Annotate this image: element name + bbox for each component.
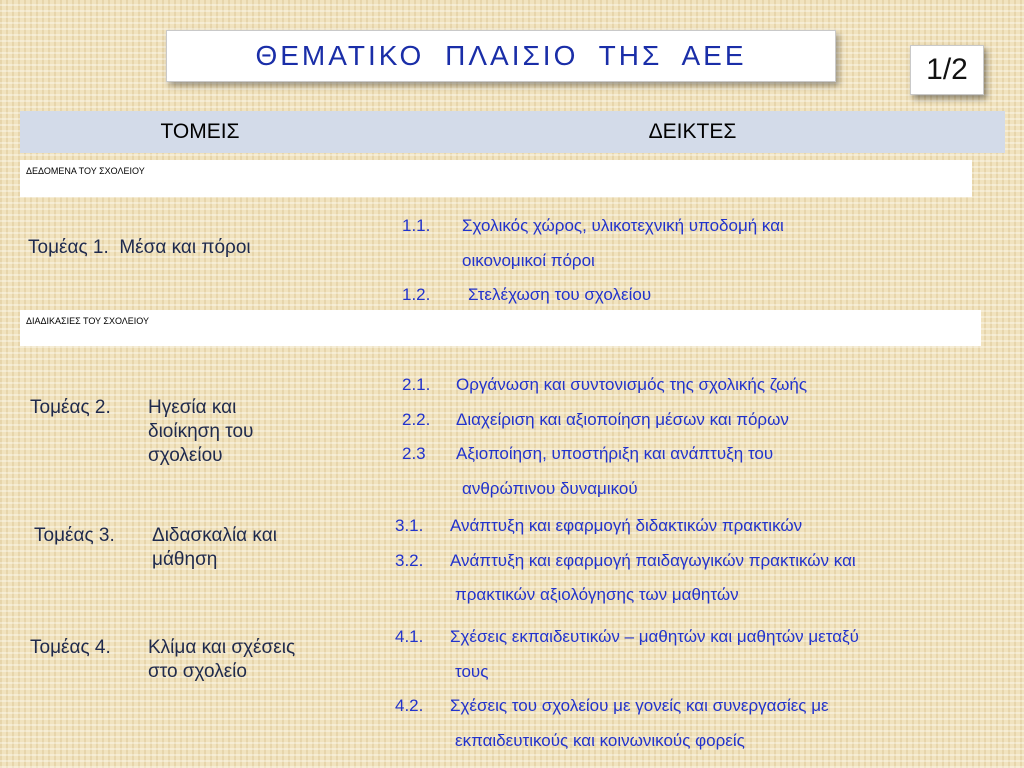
sector-1 — [28, 236, 251, 260]
sector-3 — [34, 524, 277, 572]
column-header-sectors: ΤΟΜΕΙΣ — [160, 120, 240, 143]
sector-name: Μέσα και πόροι — [119, 237, 251, 258]
indicator-item: 1.2. Στελέχωση του σχολείου — [402, 285, 652, 304]
slide-title: ΘΕΜΑΤΙΚΟ ΠΛΑΙΣΙΟ ΤΗΣ ΑΕΕ — [166, 30, 836, 82]
sector-name: Ηγεσία και διοίκηση του σχολείου — [148, 397, 254, 466]
indicator-group-2: 2.1. Οργάνωση και συντονισμός της σχολικής ζωής 2.2. Διαχείριση και αξιοποίηση μέσων και πόρων 2.3 Αξιοποίηση, υποστήριξη και ανάπτυξη του ανθρώπινου δυναμικού — [402, 368, 807, 506]
sector-4 — [30, 636, 295, 684]
indicator-item: 3.1. Ανάπτυξη και εφαρμογή διδακτικών πρακτικών — [395, 516, 803, 535]
sector-2 — [30, 396, 253, 468]
indicator-item: 2.3 Αξιοποίηση, υποστήριξη και ανάπτυξη του — [402, 444, 774, 463]
section-school-processes: ΔΙΑΔΙΚΑΣΙΕΣ ΤΟΥ ΣΧΟΛΕΙΟΥ — [20, 310, 981, 346]
page-indicator: 1/2 — [910, 45, 984, 95]
indicator-group-3: 3.1. Ανάπτυξη και εφαρμογή διδακτικών πρακτικών 3.2. Ανάπτυξη και εφαρμογή παιδαγωγικών πρακτικών και πρακτικών αξιολόγησης των μαθητών — [395, 509, 856, 613]
indicator-item: 1.1. Σχολικός χώρος, υλικοτεχνική υποδομή και — [402, 216, 784, 235]
sector-label: Τομέας 3. — [34, 525, 115, 546]
table-header — [20, 111, 1005, 153]
indicator-item: 4.1. Σχέσεις εκπαιδευτικών – μαθητών και μαθητών μεταξύ — [395, 627, 859, 646]
indicator-group-4: 4.1. Σχέσεις εκπαιδευτικών – μαθητών και μαθητών μεταξύ τους 4.2. Σχέσεις του σχολείου με γονείς και συνεργασίες με εκπαιδευτικούς και κοινωνικούς φορείς — [395, 620, 859, 758]
sector-label: Τομέας 2. — [30, 397, 111, 418]
sector-name: Κλίμα και σχέσεις στο σχολείο — [148, 637, 296, 682]
indicator-item: 4.2. Σχέσεις του σχολείου με γονείς και συνεργασίες με — [395, 696, 829, 715]
sector-label: Τομέας 4. — [30, 637, 111, 658]
indicator-item: 3.2. Ανάπτυξη και εφαρμογή παιδαγωγικών πρακτικών και — [395, 550, 856, 570]
indicator-item: 2.1. Οργάνωση και συντονισμός της σχολικής ζωής — [402, 375, 808, 394]
indicator-item: 2.2. Διαχείριση και αξιοποίηση μέσων και πόρων — [402, 409, 789, 429]
indicator-group-1: 1.1. Σχολικός χώρος, υλικοτεχνική υποδομή και οικονομικοί πόροι 1.2. Στελέχωση του σχολείου — [402, 209, 784, 313]
sector-label: Τομέας 1. — [28, 237, 109, 258]
sector-name: Διδασκαλία και μάθηση — [152, 525, 277, 570]
column-header-indicators: ΔΕΙΚΤΕΣ — [648, 120, 737, 143]
section-school-data: ΔΕΔΟΜΕΝΑ ΤΟΥ ΣΧΟΛΕΙΟΥ — [20, 160, 972, 197]
